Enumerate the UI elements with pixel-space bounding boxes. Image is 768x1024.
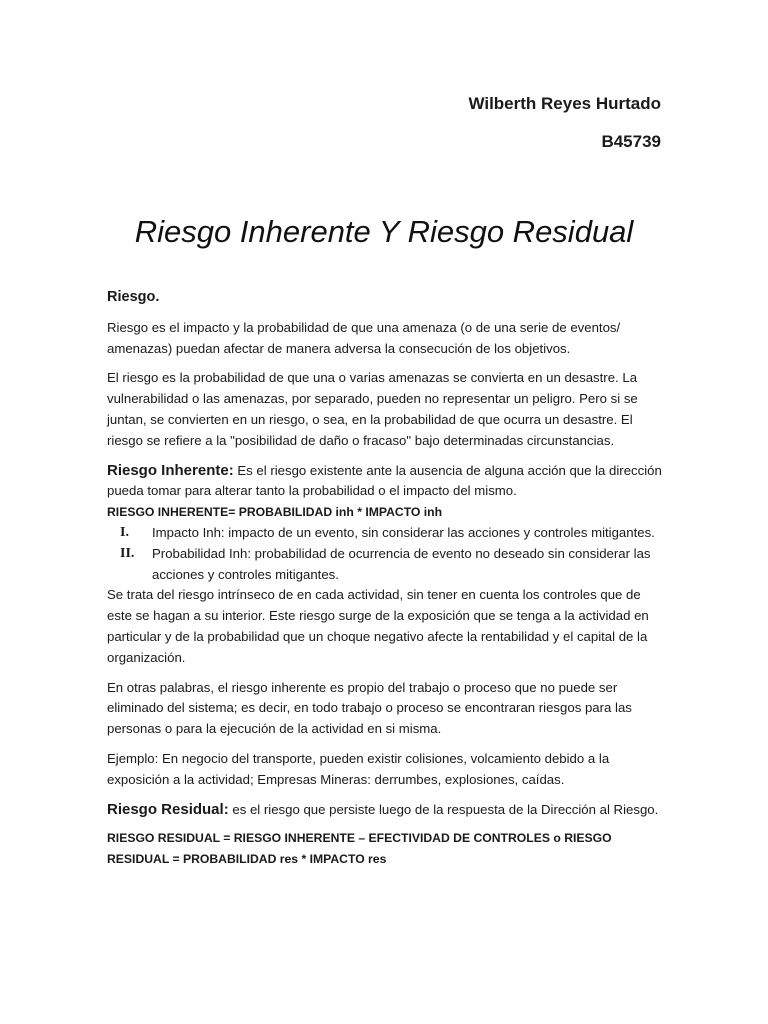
formula-residual: RIESGO RESIDUAL = RIESGO INHERENTE – EFECTIVIDAD DE CONTROLES o RIESGO RESIDUAL = PROBABILIDAD res * IMPACTO res — [107, 831, 612, 867]
list-numeral: II. — [120, 545, 135, 561]
inherente-components-list — [107, 523, 663, 585]
document-title: Riesgo Inherente Y Riesgo Residual — [134, 214, 634, 249]
paragraph-example: Ejemplo: En negocio del transporte, pueden existir colisiones, volcamiento debido a la exposición a la actividad; Empresas Mineras: derrumbes, explosiones, caídas. — [107, 750, 610, 787]
list-numeral: I. — [120, 524, 129, 540]
section-heading-riesgo: Riesgo. — [107, 289, 160, 305]
author-name: Wilberth Reyes Hurtado — [468, 94, 661, 113]
inherente-intro: Es el riesgo existente ante la ausencia de alguna acción que la dirección pueda tomar para alterar tanto la probabilidad o el impacto del mismo. — [107, 462, 662, 499]
formula-inherente: RIESGO INHERENTE= PROBABILIDAD inh * IMPACTO inh — [107, 505, 443, 520]
list-item — [107, 544, 663, 586]
document-body — [107, 287, 663, 870]
list-item-text: Impacto Inh: impacto de un evento, sin considerar las acciones y controles mitigantes. — [152, 524, 655, 540]
residual-intro: es el riesgo que persiste luego de la respuesta de la Dirección al Riesgo. — [228, 801, 659, 817]
section-label-inherente: Riesgo Inherente: — [107, 461, 234, 479]
student-id: B45739 — [601, 132, 661, 151]
paragraph-riesgo-probability: El riesgo es la probabilidad de que una o varias amenazas se convierta en un desastre. La vulnerabilidad o las amenazas, por separado, pueden no representar un peligro. Pero si se juntan, se convierten en un riesgo, o sea, en la probabilidad de que ocurra un desastre. El riesgo se refiere a la "posibilidad de daño o fracaso" bajo determinadas circunstancias. — [107, 370, 638, 448]
section-label-residual: Riesgo Residual: — [107, 800, 229, 818]
paragraph-riesgo-definition: Riesgo es el impacto y la probabilidad de que una amenaza (o de una serie de eventos/ amenazas) puedan afectar de manera adversa la consecución de los objetivos. — [107, 319, 621, 356]
paragraph-riesgo-residual — [107, 800, 663, 821]
list-item-text: Probabilidad Inh: probabilidad de ocurrencia de evento no deseado sin considerar las acciones y controles mitigantes. — [152, 545, 651, 582]
list-item — [107, 523, 663, 544]
paragraph-intrinsic-risk: Se trata del riesgo intrínseco de en cada actividad, sin tener en cuenta los controles que de este se hagan a su interior. Este riesgo surge de la exposición que se tenga a la actividad en particular y de la probabilidad que un choque negativo afecte la rentabilidad y el capital de la organización. — [107, 587, 649, 665]
paragraph-other-words: En otras palabras, el riesgo inherente es propio del trabajo o proceso que no puede ser eliminado del sistema; es decir, en todo trabajo o proceso se encontraran riesgos para las personas o para la ejecución de la actividad en si misma. — [107, 679, 632, 737]
paragraph-riesgo-inherente — [107, 461, 663, 503]
